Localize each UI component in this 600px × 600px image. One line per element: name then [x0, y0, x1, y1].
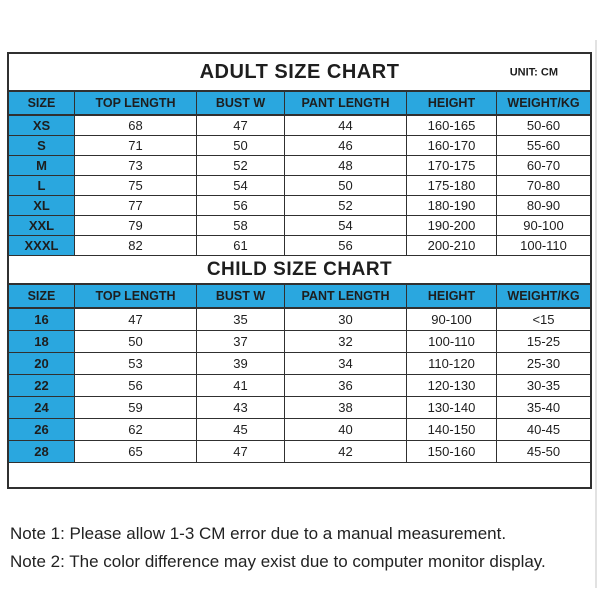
data-cell: 39 — [197, 353, 285, 374]
table-row — [9, 156, 590, 176]
data-cell: 160-170 — [407, 136, 497, 155]
table-row — [9, 331, 590, 353]
data-cell: 48 — [285, 156, 407, 175]
table-row — [9, 353, 590, 375]
data-cell: 100-110 — [407, 331, 497, 352]
data-cell: 50 — [285, 176, 407, 195]
data-cell: 160-165 — [407, 116, 497, 135]
data-cell: 45 — [197, 419, 285, 440]
note-1: Note 1: Please allow 1-3 CM error due to a manual measurement. — [10, 524, 507, 543]
data-cell: 180-190 — [407, 196, 497, 215]
data-cell: 100-110 — [497, 236, 590, 255]
data-cell: 150-160 — [407, 441, 497, 462]
data-cell: 36 — [285, 375, 407, 396]
child-header-row — [9, 285, 590, 309]
header-cell-weight-kg: WEIGHT/KG — [497, 92, 590, 114]
size-cell: L — [9, 176, 75, 195]
data-cell: 82 — [75, 236, 197, 255]
data-cell: 30-35 — [497, 375, 590, 396]
data-cell: 59 — [75, 397, 197, 418]
size-cell: M — [9, 156, 75, 175]
data-cell: 190-200 — [407, 216, 497, 235]
table-row — [9, 136, 590, 156]
data-cell: 56 — [197, 196, 285, 215]
size-cell: XS — [9, 116, 75, 135]
data-cell: 34 — [285, 353, 407, 374]
size-cell: S — [9, 136, 75, 155]
size-cell: 26 — [9, 419, 75, 440]
adult-chart-title: ADULT SIZE CHART — [199, 60, 400, 83]
data-cell: 50 — [75, 331, 197, 352]
data-cell: 40 — [285, 419, 407, 440]
table-row — [9, 176, 590, 196]
data-cell: 56 — [285, 236, 407, 255]
data-cell: 47 — [197, 441, 285, 462]
data-cell: 54 — [285, 216, 407, 235]
data-cell: 175-180 — [407, 176, 497, 195]
header-cell-size: SIZE — [9, 285, 75, 307]
size-cell: 24 — [9, 397, 75, 418]
notes — [10, 520, 546, 576]
data-cell: 30 — [285, 309, 407, 330]
data-cell: 47 — [197, 116, 285, 135]
data-cell: 35-40 — [497, 397, 590, 418]
header-cell-height: HEIGHT — [407, 285, 497, 307]
table-row — [9, 196, 590, 216]
size-cell: XXL — [9, 216, 75, 235]
data-cell: 60-70 — [497, 156, 590, 175]
size-cell: 18 — [9, 331, 75, 352]
data-cell: <15 — [497, 309, 590, 330]
table-row — [9, 375, 590, 397]
table-row — [9, 419, 590, 441]
data-cell: 42 — [285, 441, 407, 462]
data-cell: 55-60 — [497, 136, 590, 155]
header-cell-height: HEIGHT — [407, 92, 497, 114]
data-cell: 73 — [75, 156, 197, 175]
table-row — [9, 441, 590, 463]
size-cell: 28 — [9, 441, 75, 462]
header-cell-weight-kg: WEIGHT/KG — [497, 285, 590, 307]
data-cell: 140-150 — [407, 419, 497, 440]
size-cell: XL — [9, 196, 75, 215]
data-cell: 54 — [197, 176, 285, 195]
size-cell: XXXL — [9, 236, 75, 255]
header-cell-bust-w: BUST W — [197, 92, 285, 114]
child-chart-title: CHILD SIZE CHART — [206, 258, 393, 280]
data-cell: 45-50 — [497, 441, 590, 462]
data-cell: 200-210 — [407, 236, 497, 255]
data-cell: 52 — [285, 196, 407, 215]
data-cell: 130-140 — [407, 397, 497, 418]
data-cell: 47 — [75, 309, 197, 330]
header-cell-size: SIZE — [9, 92, 75, 114]
unit-label: UNIT: CM — [509, 66, 558, 79]
data-cell: 58 — [197, 216, 285, 235]
data-cell: 41 — [197, 375, 285, 396]
header-cell-top-length: TOP LENGTH — [75, 92, 197, 114]
data-cell: 50-60 — [497, 116, 590, 135]
adult-header-row — [9, 92, 590, 116]
data-cell: 35 — [197, 309, 285, 330]
data-cell: 71 — [75, 136, 197, 155]
header-cell-top-length: TOP LENGTH — [75, 285, 197, 307]
data-cell: 50 — [197, 136, 285, 155]
data-cell: 70-80 — [497, 176, 590, 195]
data-cell: 44 — [285, 116, 407, 135]
data-cell: 56 — [75, 375, 197, 396]
child-chart-title-row — [9, 256, 590, 285]
size-cell: 20 — [9, 353, 75, 374]
size-cell: 22 — [9, 375, 75, 396]
data-cell: 77 — [75, 196, 197, 215]
data-cell: 53 — [75, 353, 197, 374]
data-cell: 90-100 — [407, 309, 497, 330]
header-cell-pant-length: PANT LENGTH — [285, 285, 407, 307]
data-cell: 79 — [75, 216, 197, 235]
table-row — [9, 216, 590, 236]
data-cell: 90-100 — [497, 216, 590, 235]
data-cell: 25-30 — [497, 353, 590, 374]
data-cell: 38 — [285, 397, 407, 418]
size-chart-table — [7, 52, 592, 489]
data-cell: 65 — [75, 441, 197, 462]
data-cell: 68 — [75, 116, 197, 135]
data-cell: 43 — [197, 397, 285, 418]
header-cell-bust-w: BUST W — [197, 285, 285, 307]
data-cell: 61 — [197, 236, 285, 255]
empty-cell — [9, 463, 590, 487]
empty-row — [9, 463, 590, 487]
table-row — [9, 309, 590, 331]
data-cell: 80-90 — [497, 196, 590, 215]
data-cell: 15-25 — [497, 331, 590, 352]
data-cell: 120-130 — [407, 375, 497, 396]
note-2: Note 2: The color difference may exist due to computer monitor display. — [10, 552, 546, 571]
data-cell: 52 — [197, 156, 285, 175]
data-cell: 75 — [75, 176, 197, 195]
table-row — [9, 116, 590, 136]
data-cell: 110-120 — [407, 353, 497, 374]
table-row — [9, 397, 590, 419]
table-row — [9, 236, 590, 256]
header-cell-pant-length: PANT LENGTH — [285, 92, 407, 114]
size-cell: 16 — [9, 309, 75, 330]
data-cell: 46 — [285, 136, 407, 155]
data-cell: 62 — [75, 419, 197, 440]
scan-artifact-line — [595, 40, 597, 588]
data-cell: 40-45 — [497, 419, 590, 440]
data-cell: 170-175 — [407, 156, 497, 175]
data-cell: 32 — [285, 331, 407, 352]
data-cell: 37 — [197, 331, 285, 352]
adult-chart-title-row — [9, 54, 590, 92]
